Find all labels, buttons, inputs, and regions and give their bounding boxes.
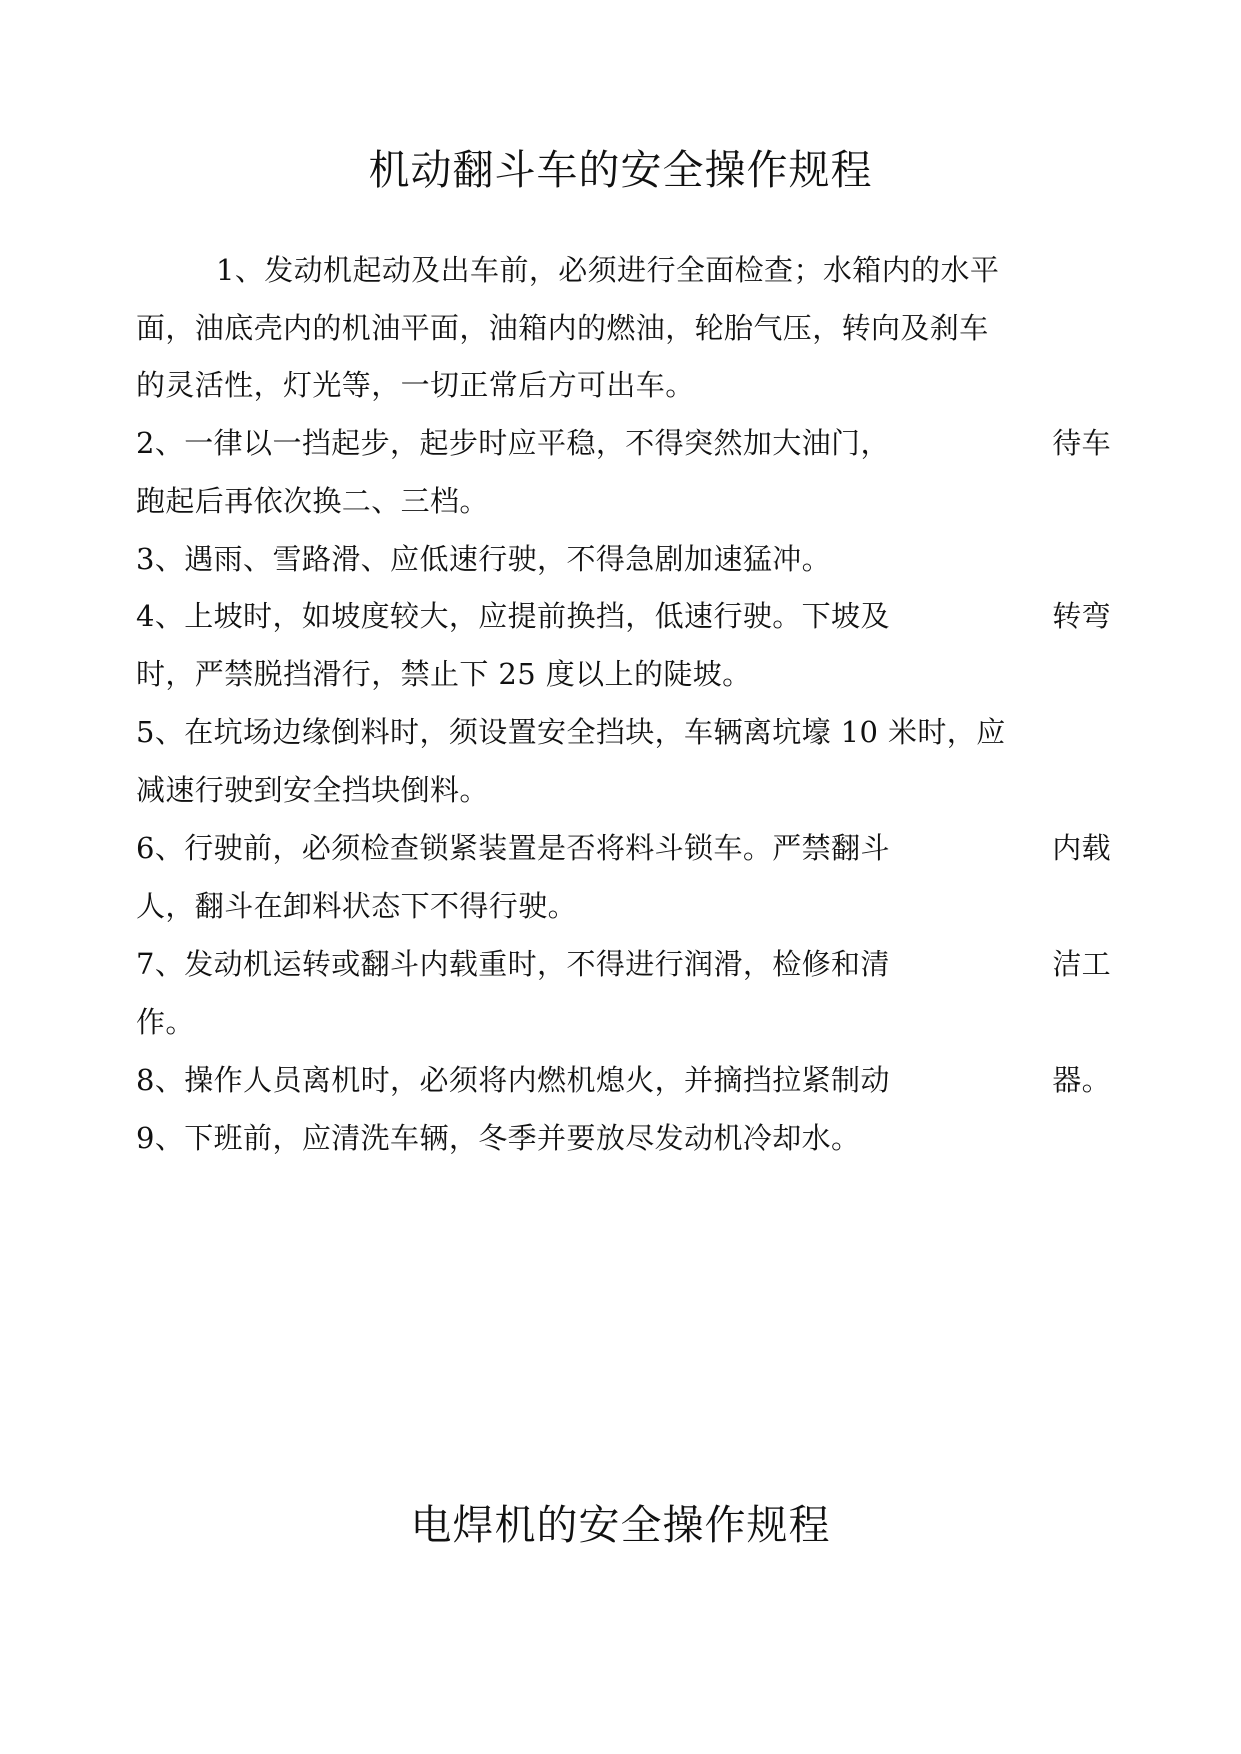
paragraph-line <box>136 1058 1111 1102</box>
line-text-end: 转弯 <box>1052 599 1111 633</box>
line-text: 8、操作人员离机时，必须将内燃机熄火，并摘挡拉紧制动 <box>136 1063 890 1097</box>
paragraph-line: 时，严禁脱挡滑行，禁止下 25 度以上的陡坡。 <box>136 657 752 691</box>
line-text: 7、发动机运转或翻斗内载重时，不得进行润滑，检修和清 <box>136 947 890 981</box>
paragraph-line <box>136 826 1111 870</box>
paragraph-line <box>136 594 1111 638</box>
line-text-end: 器。 <box>1052 1063 1111 1097</box>
line-text: 2、一律以一挡起步，起步时应平稳，不得突然加大油门， <box>136 426 890 460</box>
paragraph-line: 减速行驶到安全挡块倒料。 <box>136 773 489 807</box>
paragraph-line: 1、发动机起动及出车前，必须进行全面检查；水箱内的水平 <box>216 253 1000 287</box>
paragraph-line: 5、在坑场边缘倒料时，须设置安全挡块，车辆离坑壕 10 米时，应 <box>136 715 1006 749</box>
paragraph-line: 的灵活性，灯光等，一切正常后方可出车。 <box>136 368 695 402</box>
paragraph-line: 3、遇雨、雪路滑、应低速行驶，不得急剧加速猛冲。 <box>136 542 832 576</box>
section-title: 电焊机的安全操作规程 <box>410 1501 831 1549</box>
paragraph-line: 9、下班前，应清洗车辆，冬季并要放尽发动机冷却水。 <box>136 1121 861 1155</box>
line-text-end: 待车 <box>1052 426 1111 460</box>
line-text: 6、行驶前，必须检查锁紧装置是否将料斗锁车。严禁翻斗 <box>136 831 890 865</box>
paragraph-line: 面，油底壳内的机油平面，油箱内的燃油，轮胎气压，转向及刹车 <box>136 311 989 345</box>
paragraph-line: 人，翻斗在卸料状态下不得行驶。 <box>136 889 578 923</box>
paragraph-line <box>136 942 1111 986</box>
page-title: 机动翻斗车的安全操作规程 <box>368 146 873 194</box>
paragraph-line: 跑起后再依次换二、三档。 <box>136 484 489 518</box>
paragraph-line: 作。 <box>136 1005 195 1039</box>
line-text-end: 洁工 <box>1052 947 1111 981</box>
line-text: 4、上坡时，如坡度较大，应提前换挡，低速行驶。下坡及 <box>136 599 890 633</box>
line-text-end: 内载 <box>1052 831 1111 865</box>
paragraph-line <box>136 421 1111 465</box>
